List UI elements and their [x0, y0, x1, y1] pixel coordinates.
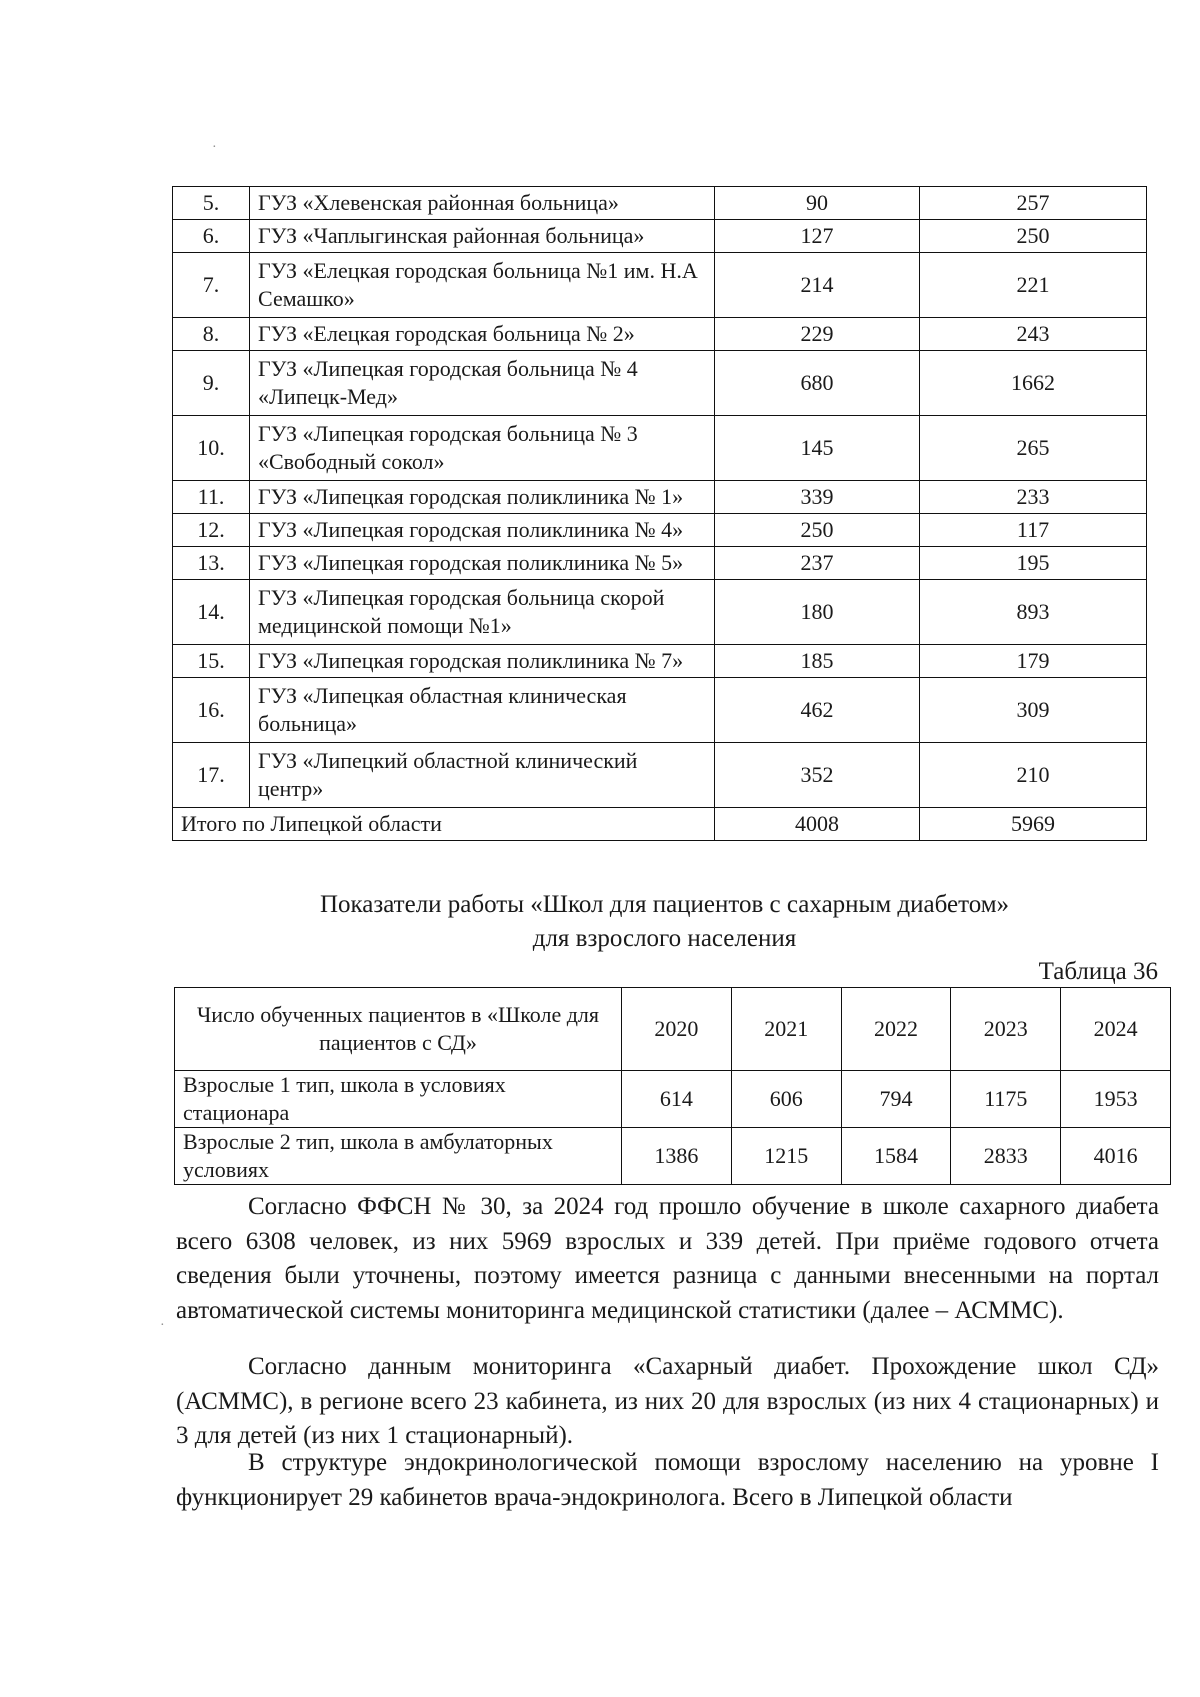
value-cell: 1215 [731, 1128, 841, 1185]
row-number: 9. [173, 351, 250, 416]
hospital-table [172, 186, 1147, 841]
value-cell: 4016 [1061, 1128, 1171, 1185]
value-cell: 257 [920, 187, 1147, 220]
total-label: Итого по Липецкой области [173, 808, 715, 841]
total-value: 4008 [715, 808, 920, 841]
value-cell: 127 [715, 220, 920, 253]
year-header: 2023 [951, 988, 1061, 1071]
scan-dot-mark: · [160, 1318, 165, 1333]
value-cell: 221 [920, 253, 1147, 318]
value-cell: 180 [715, 580, 920, 645]
header-label: Число обученных пациентов в «Школе для пациентов с СД» [175, 988, 622, 1071]
table-row [173, 351, 1147, 416]
table-header-row [175, 988, 1171, 1071]
section-title: Показатели работы «Школ для пациентов с сахарным диабетом» [319, 891, 1010, 918]
row-label: Взрослые 1 тип, школа в условиях стационара [175, 1071, 622, 1128]
year-header: 2020 [622, 988, 732, 1071]
value-cell: 233 [920, 481, 1147, 514]
value-cell: 90 [715, 187, 920, 220]
total-row [173, 808, 1147, 841]
row-number: 11. [173, 481, 250, 514]
value-cell: 243 [920, 318, 1147, 351]
paragraph [176, 1350, 1159, 1454]
value-cell: 185 [715, 645, 920, 678]
value-cell: 2833 [951, 1128, 1061, 1185]
value-cell: 250 [715, 514, 920, 547]
schools-table [174, 987, 1171, 1185]
row-number: 5. [173, 187, 250, 220]
year-header: 2021 [731, 988, 841, 1071]
hospital-name: ГУЗ «Елецкая городская больница № 2» [250, 318, 715, 351]
section-subtitle: для взрослого населения [532, 925, 797, 952]
year-header: 2024 [1061, 988, 1171, 1071]
row-number: 13. [173, 547, 250, 580]
table-row [173, 220, 1147, 253]
value-cell: 265 [920, 416, 1147, 481]
hospital-name: ГУЗ «Липецкая городская поликлиника № 1» [250, 481, 715, 514]
paragraph-text: Согласно ФФСН № 30, за 2024 год прошло обучение в школе сахарного диабета всего 6308 человек, из них 5969 взрослых и 339 детей. При приёме годового отчета сведения были уточнены, поэтому имеется разница с данными внесенными на портал автоматической системы мониторинга медицинской статистики (далее – АСММС). [176, 1193, 1159, 1324]
row-number: 10. [173, 416, 250, 481]
row-number: 15. [173, 645, 250, 678]
row-number: 16. [173, 678, 250, 743]
row-number: 6. [173, 220, 250, 253]
paragraph-text: Согласно данным мониторинга «Сахарный диабет. Прохождение школ СД» (АСММС), в регионе всего 23 кабинета, из них 20 для взрослых (из них 4 стационарных) и 3 для детей (из них 1 стационарный). [176, 1353, 1159, 1449]
table-row [173, 547, 1147, 580]
hospital-name: ГУЗ «Елецкая городская больница №1 им. Н.А Семашко» [250, 253, 715, 318]
value-cell: 250 [920, 220, 1147, 253]
value-cell: 1175 [951, 1071, 1061, 1128]
table-row [173, 481, 1147, 514]
value-cell: 195 [920, 547, 1147, 580]
table-number: Таблица 36 [1038, 958, 1158, 985]
table-row [173, 416, 1147, 481]
row-number: 17. [173, 743, 250, 808]
value-cell: 1386 [622, 1128, 732, 1185]
row-number: 8. [173, 318, 250, 351]
row-label: Взрослые 2 тип, школа в амбулаторных условиях [175, 1128, 622, 1185]
paragraph [176, 1190, 1159, 1328]
hospital-name: ГУЗ «Липецкая городская поликлиника № 7» [250, 645, 715, 678]
hospital-name: ГУЗ «Хлевенская районная больница» [250, 187, 715, 220]
value-cell: 893 [920, 580, 1147, 645]
hospital-name: ГУЗ «Липецкий областной клинический центр» [250, 743, 715, 808]
hospital-name: ГУЗ «Липецкая областная клиническая больница» [250, 678, 715, 743]
table-row [173, 514, 1147, 547]
row-number: 14. [173, 580, 250, 645]
hospital-name: ГУЗ «Липецкая городская больница скорой медицинской помощи №1» [250, 580, 715, 645]
value-cell: 237 [715, 547, 920, 580]
total-value: 5969 [920, 808, 1147, 841]
value-cell: 606 [731, 1071, 841, 1128]
value-cell: 794 [841, 1071, 951, 1128]
value-cell: 462 [715, 678, 920, 743]
table-row [173, 678, 1147, 743]
value-cell: 117 [920, 514, 1147, 547]
hospital-name: ГУЗ «Чаплыгинская районная больница» [250, 220, 715, 253]
value-cell: 145 [715, 416, 920, 481]
row-number: 7. [173, 253, 250, 318]
value-cell: 1953 [1061, 1071, 1171, 1128]
table-row [173, 645, 1147, 678]
value-cell: 339 [715, 481, 920, 514]
value-cell: 1662 [920, 351, 1147, 416]
hospital-name: ГУЗ «Липецкая городская поликлиника № 5» [250, 547, 715, 580]
value-cell: 614 [622, 1071, 732, 1128]
value-cell: 229 [715, 318, 920, 351]
paragraph-text: В структуре эндокринологической помощи взрослому населению на уровне I функционирует 29 кабинетов врача-эндокринолога. Всего в Липецкой области [176, 1449, 1159, 1511]
value-cell: 1584 [841, 1128, 951, 1185]
table-row [173, 318, 1147, 351]
year-header: 2022 [841, 988, 951, 1071]
value-cell: 309 [920, 678, 1147, 743]
value-cell: 352 [715, 743, 920, 808]
table-row [175, 1071, 1171, 1128]
value-cell: 214 [715, 253, 920, 318]
table-row [173, 253, 1147, 318]
table-row [173, 743, 1147, 808]
table-row [173, 187, 1147, 220]
hospital-name: ГУЗ «Липецкая городская больница № 3 «Свободный сокол» [250, 416, 715, 481]
hospital-name: ГУЗ «Липецкая городская больница № 4 «Липецк-Мед» [250, 351, 715, 416]
paragraph [176, 1446, 1159, 1515]
row-number: 12. [173, 514, 250, 547]
value-cell: 680 [715, 351, 920, 416]
value-cell: 210 [920, 743, 1147, 808]
value-cell: 179 [920, 645, 1147, 678]
hospital-name: ГУЗ «Липецкая городская поликлиника № 4» [250, 514, 715, 547]
scan-dot-mark: · [212, 140, 217, 155]
table-row [173, 580, 1147, 645]
table-row [175, 1128, 1171, 1185]
